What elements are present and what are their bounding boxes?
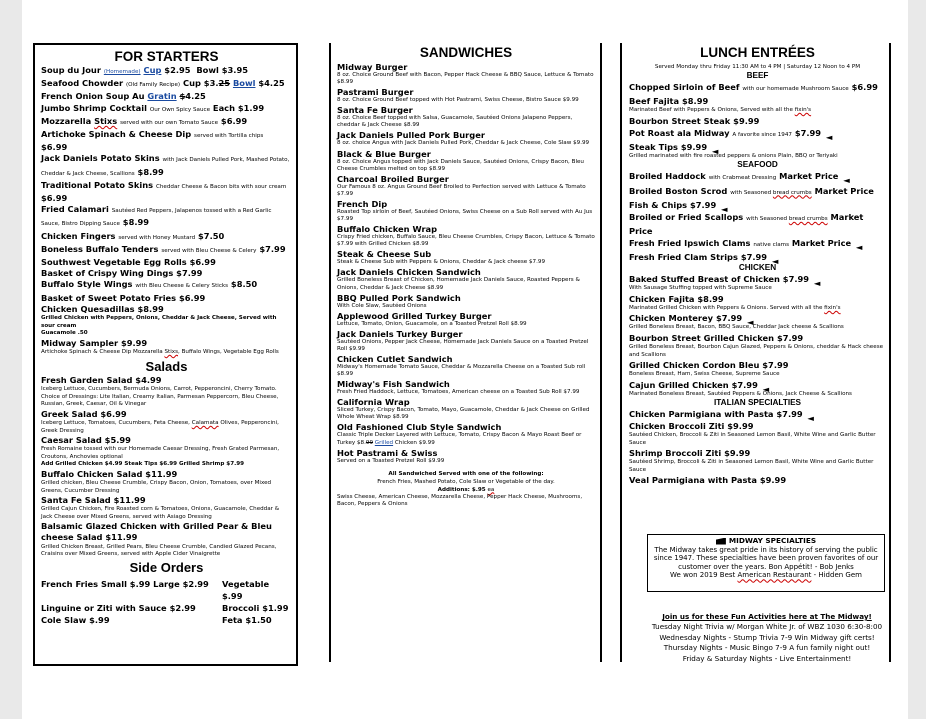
seafood-item: Fresh Fried Clam Strips $7.99 ◄ <box>629 252 779 267</box>
beef-item-desc: Marinated Beef with Peppers & Onions, Served with all the fixin's <box>629 107 812 114</box>
additions-label: Additions: $.95 ea <box>437 486 495 493</box>
sandwich-item: Midway Burger <box>337 62 408 72</box>
chicken-title: CHICKEN <box>738 263 777 273</box>
sandwich-item: Pastrami Burger <box>337 87 414 98</box>
salad-item: Fresh Garden Salad $4.99 <box>41 375 162 386</box>
chicken-item: Bourbon Street Grilled Chicken $7.99 <box>629 332 804 343</box>
beef-item: Steak Tips $9.99 ◄ <box>629 141 719 156</box>
chicken-list <box>629 273 886 398</box>
salad-desc: Grilled Cajun Chicken, Fire Roasted corn & Tomatoes, Onions, Guacamole, Cheddar & Jack Cheese over Mixed Greens, served with Asiago Dressing <box>41 506 280 520</box>
beef-item: Chopped Sirloin of Beef with our homemade Mushroom Sauce $6.99 <box>629 82 878 92</box>
specialties-text: The Midway takes great pride in its history of serving the public since 1947. These specialties have been proven favorites of our customer over the years. Bon Appétit! - Bob Jenks <box>653 545 879 571</box>
salad-desc: Grilled chicken, Bleu Cheese Crumble, Crispy Bacon, Onion, Tomatoes, over Mixed Greens, Cucumber Dressing <box>41 480 272 494</box>
entrees-title: LUNCH ENTRÉES <box>700 45 815 60</box>
beef-list <box>629 81 886 160</box>
sandwich-item: Old Fashioned Club Style Sandwich <box>337 422 502 433</box>
midway-logo-icon: ◄ <box>813 278 821 289</box>
starter-item: Seafood Chowder (Old Family Recipe) Cup $3.25 Bowl $4.25 <box>41 78 285 89</box>
side-item: French Fries Small $.99 Large $2.99 <box>41 578 209 589</box>
sandwich-desc: 8 oz. Choice Ground Beef topped with Hot Pastrami, Swiss Cheese, Bistro Sauce $9.99 <box>337 97 579 104</box>
sandwich-item: Charcoal Broiled Burger <box>337 173 449 184</box>
sampler-desc: Artichoke Spinach & Cheese Dip Mozzarella Stixs, Buffalo Wings, Vegetable Egg Rolls <box>41 348 279 355</box>
beef-item-desc: Grilled marinated with fire roasted peppers & onions Plain, BBQ or Teriyaki <box>629 152 838 159</box>
italian-list <box>629 408 886 486</box>
starter-item: Basket of Sweet Potato Fries $6.99 <box>41 292 206 303</box>
starter-item: Chicken Fingers served with Honey Mustard $7.50 <box>41 230 225 241</box>
fun-activities <box>642 612 892 664</box>
sandwich-desc: Sliced Turkey, Crispy Bacon, Tomato, Mayo, Guacamole, Cheddar & Jack Cheese on Grilled Whole Wheat Wrap $8.99 <box>337 407 590 421</box>
salad-item: Balsamic Glazed Chicken with Grilled Pear & Bleu cheese Salad $11.99 <box>41 521 272 543</box>
starter-item: Traditional Potato Skins Cheddar Cheese & Bacon bits with sour cream $6.99 <box>41 179 287 204</box>
fun-line: Tuesday Night Trivia w/ Morgan White Jr. of WBZ 1030 6:30-8:00 <box>651 622 883 632</box>
seafood-list <box>629 170 886 267</box>
starter-item: Southwest Vegetable Egg Rolls $6.99 <box>41 257 216 268</box>
sandwich-footer-title: All Sandwiched Served with one of the following: <box>388 470 544 477</box>
fun-title: Join us for these Fun Activities here at The Midway! <box>662 612 872 621</box>
entrees-served: Served Monday thru Friday 11:30 AM to 4 PM | Saturday 12 Noon to 4 PM <box>654 64 861 70</box>
sides-title: Side Orders <box>129 559 204 575</box>
sandwich-item: California Wrap <box>337 397 410 408</box>
starter-item: French Onion Soup Au Gratin $4.25 <box>41 91 206 102</box>
midway-logo-icon: ◄ <box>843 175 850 186</box>
sandwich-item: Buffalo Chicken Wrap <box>337 224 438 235</box>
sandwich-item: Midway's Fish Sandwich <box>337 379 450 390</box>
salad-desc: Iceberg Lettuce, Tomatoes, Cucumbers, Feta Cheese, Calamata Olives, Pepperoncini, Greek Dressing <box>41 420 279 434</box>
additions-list: Swiss Cheese, American Cheese, Mozzarella Cheese, Pepper Hack Cheese, Mushrooms, Bacon, Peppers & Onions <box>337 493 583 507</box>
sandwich-desc: Lettuce, Tomato, Onion, Guacamole, on a Toasted Pretzel Roll $8.99 <box>337 320 527 327</box>
chicken-item: Cajun Grilled Chicken $7.99 ◄ <box>629 379 770 394</box>
sides-grid <box>41 578 292 626</box>
seafood-item: Broiled or Fried Scallops with Seasoned bread crumbs Market Price <box>629 211 864 236</box>
starter-item: Chicken Quesadillas $8.99 <box>41 303 164 314</box>
italian-item: Chicken Parmigiana with Pasta $7.99 ◄ <box>629 409 814 424</box>
chicken-item: Grilled Chicken Cordon Bleu $7.99 <box>629 360 789 370</box>
chicken-item: Chicken Fajita $8.99 <box>629 293 724 304</box>
quesadilla-desc: Grilled Chicken with Peppers, Onions, Cheddar & Jack Cheese, Served with sour cream <box>41 315 277 329</box>
sandwich-desc: 8 oz. Choice Beef topped with Salsa, Guacamole, Sautéed Onions Jalapeno Peppers, cheddar & Jack Cheese $8.99 <box>337 115 573 129</box>
italian-title: ITALIAN SPECIALTIES <box>713 398 802 408</box>
sandwich-desc: Classic Triple Decker Layered with Lettuce, Tomato, Crispy Bacon & Mayo Roast Beef or Turkey $8.99 Grilled Chicken $9.99 <box>337 432 582 446</box>
salads-title: Salads <box>145 359 188 375</box>
sandwich-desc: Grilled Boneless Breast of Chicken, Homemade Jack Daniels Sauce, Roasted Peppers & Onions, Cheddar & Jack Cheese $8.99 <box>337 277 580 291</box>
italian-item: Chicken Broccoli Ziti $9.99 <box>629 421 754 432</box>
sandwich-item: Jack Daniels Chicken Sandwich <box>337 267 481 278</box>
sandwich-footer-line: French Fries, Mashed Potato, Cole Slaw or Vegetable of the day. <box>377 478 555 485</box>
sandwich-desc: Midway's Homemade Tomato Sauce, Cheddar & Mozzarella Cheese on a Toasted Sub roll $8.99 <box>337 363 586 378</box>
salad-desc: Grilled Chicken Breast, Grilled Pears, Bleu Cheese Crumble, Candied Glazed Pecans, Craisins over Mixed Greens, served with Apple Cider Vinaigrette <box>41 543 277 558</box>
midway-logo-icon: ◄ <box>807 413 814 424</box>
starters-column <box>33 43 298 666</box>
salad-addons: Add Grilled Chicken $4.99 Steak Tips $6.99 Grilled Shrimp $7.99 <box>41 461 244 468</box>
salads-list <box>41 375 292 558</box>
sandwiches-column <box>329 43 602 662</box>
sandwiches-title: SANDWICHES <box>419 45 513 60</box>
specialties-box <box>647 534 885 592</box>
side-item: Broccoli $1.99 <box>222 602 289 613</box>
chicken-item-desc: With Sausage Stuffing topped with Supreme Sauce <box>629 285 772 292</box>
specialties-title: MIDWAY SPECIALTIES <box>728 536 817 545</box>
sandwich-item: Black & Blue Burger <box>337 148 431 159</box>
chicken-item-desc: Boneless Breast, Ham, Swiss Cheese, Supreme Sauce <box>629 371 780 378</box>
salad-item: Buffalo Chicken Salad $11.99 <box>41 468 178 479</box>
seafood-item: Fish & Chips $7.99 ◄ <box>629 199 728 214</box>
sandwich-item: BBQ Pulled Pork Sandwich <box>337 292 461 303</box>
sandwich-desc: Sautéed Onions, Pepper Jack Cheese, Homemade Jack Daniels Sauce on a Toasted Pretzel Roll $9.99 <box>337 338 589 352</box>
midway-logo-icon <box>716 538 726 545</box>
starter-item: Basket of Crispy Wing Dings $7.99 <box>41 268 203 279</box>
side-item: Cole Slaw $.99 <box>41 614 110 625</box>
fun-lines <box>642 622 892 664</box>
italian-item: Veal Parmigiana with Pasta $9.99 <box>629 475 787 486</box>
sandwich-desc: Served on a Toasted Pretzel Roll $9.99 <box>337 457 445 464</box>
sandwich-desc: 8 oz. choice Angus with Jack Daniels Pulled Pork, Cheddar & Jack Cheese, Cole Slaw $9.99 <box>337 140 590 147</box>
sandwich-item: Applewood Grilled Turkey Burger <box>337 310 492 321</box>
starters-title: FOR STARTERS <box>114 49 219 64</box>
menu-page <box>22 0 908 719</box>
salad-item: Caesar Salad $5.99 <box>41 435 131 446</box>
midway-logo-icon: ◄ <box>721 203 728 214</box>
sandwich-desc: Crispy Fried chicken, Buffalo Sauce, Bleu Cheese Crumbles, Crispy Bacon, Lettuce & Tomato $7.99 with Grilled Chicken $8.99 <box>337 234 595 248</box>
starter-item: Buffalo Style Wings with Bleu Cheese & Celery Sticks $8.50 <box>41 279 258 290</box>
midway-logo-icon: ◄ <box>771 256 779 267</box>
starter-item: Mozzarella Stixs served with our own Tomato Sauce $6.99 <box>41 115 248 126</box>
salad-desc: Fresh Romaine tossed with our Homemade Caesar Dressing, Fresh Grated Parmesan, Croutons, Anchovies optional <box>41 446 280 460</box>
salad-desc: Iceberg Lettuce, Cucumbers, Bermuda Onions, Carrot, Pepperoncini, Cherry Tomato. Choice of Dressings: Lite Italian, Creamy Italian, Parmesan Peppercorn, Bleu Cheese, Russian, Greek, Caesar, Oil & Vinegar <box>41 386 279 408</box>
salad-item: Santa Fe Salad $11.99 <box>41 495 146 506</box>
beef-item: Beef Fajita $8.99 <box>629 96 709 107</box>
seafood-item: Fresh Fried Ipswich Clams native clams Market Price ◄ <box>629 237 863 252</box>
sandwich-item: Steak & Cheese Sub <box>337 249 432 260</box>
starter-item: Fried Calamari Sautéed Red Peppers, Jalapenos tossed with a Red Garlic Sauce, Bistro Dipping Sauce $8.99 <box>41 204 272 228</box>
starter-item: Jumbo Shrimp Cocktail Our Own Spicy Sauce Each $1.99 <box>41 102 265 113</box>
midway-logo-icon: ◄ <box>825 131 833 142</box>
sandwich-item: Hot Pastrami & Swiss <box>337 447 438 458</box>
fun-line: Friday & Saturday Nights - Live Entertainment! <box>682 653 852 663</box>
midway-logo-icon: ◄ <box>747 317 754 328</box>
sandwich-desc: Roasted Top sirloin of Beef, Sautéed Onions, Swiss Cheese on a Sub Roll served with Au Jus $7.99 <box>337 208 593 223</box>
seafood-title: SEAFOOD <box>737 160 778 170</box>
starters-list <box>41 65 292 315</box>
sandwich-desc: Our Famous 8 oz. Angus Ground Beef Broiled to Perfection served with Lettuce & Tomato $7.99 <box>337 183 586 197</box>
chicken-item-desc: Grilled Boneless Breast, Bourbon Cajun Glazed, Peppers & Onions, cheddar & Hack cheese and Scallions <box>629 344 884 358</box>
midway-logo-icon: ◄ <box>711 145 719 156</box>
sandwiches-list <box>337 62 595 465</box>
chicken-item: Baked Stuffed Breast of Chicken $7.99 ◄ <box>629 274 821 289</box>
starter-item: Soup du Jour (Homemade) Cup $2.95 Bowl $3.95 <box>41 65 248 75</box>
guacamole-addon: Guacamole .50 <box>41 330 88 337</box>
italian-item-desc: Sautéed Chicken, Broccoli & Ziti in Seasoned Lemon Basil, White Wine and Garlic Butter Sauce <box>629 432 876 446</box>
sandwich-desc: 8 oz. Choice Ground Beef with Bacon, Pepper Hack Cheese & BBQ Sauce, Lettuce & Tomato $8.99 <box>337 72 594 86</box>
italian-item: Shrimp Broccoli Ziti $9.99 <box>629 448 751 459</box>
chicken-item-desc: Marinated Boneless Breast, Sautéed Peppers & Onions, Jack Cheese & Scallions <box>629 390 852 397</box>
beef-item: Pot Roast ala Midway A favorite since 1947 $7.99 ◄ <box>629 127 833 142</box>
italian-item-desc: Sautéed Shrimp, Broccoli & Ziti in Seasoned Lemon Basil, White Wine and Garlic Butter Sauce <box>629 459 874 473</box>
salad-item: Greek Salad $6.99 <box>41 408 127 419</box>
seafood-item: Broiled Boston Scrod with Seasoned bread crumbs Market Price <box>629 185 874 196</box>
sandwich-item: Chicken Cutlet Sandwich <box>337 353 453 364</box>
midway-logo-icon: ◄ <box>762 383 770 394</box>
starter-item: Boneless Buffalo Tenders served with Bleu Cheese & Celery $7.99 <box>41 243 286 254</box>
starter-item: Jack Daniels Potato Skins with Jack Daniels Pulled Pork, Mashed Potato, Cheddar & Jack Cheese, Scallions $8.99 <box>41 153 290 177</box>
sandwich-item: Jack Daniels Turkey Burger <box>337 328 463 339</box>
beef-title: BEEF <box>746 71 769 80</box>
fun-line: Wednesday Nights - Stump Trivia 7-9 Win Midway gift certs! <box>659 632 875 642</box>
sandwich-desc: Fresh Fried Haddock, Lettuce, Tomatoes, American cheese on a Toasted Sub Roll $7.99 <box>337 389 580 396</box>
sandwich-desc: Steak & Cheese Sub with Peppers & Onions, Cheddar & Jack cheese $7.99 <box>337 259 546 266</box>
chicken-item-desc: Marinated Grilled Chicken with Peppers & Onions. Served with all the fixin's <box>629 304 841 311</box>
sandwich-desc: 8 oz. Choice Angus topped with Jack Daniels Sauce, Sautéed Onions, Crispy Bacon, Bleu Cheese Crumbles melted on top $8.99 <box>337 158 584 172</box>
seafood-item: Broiled Haddock with Crabmeat Dressing Market Price ◄ <box>629 171 850 186</box>
sandwich-item: Santa Fe Burger <box>337 105 413 116</box>
chicken-item: Chicken Monterey $7.99 ◄ <box>629 313 754 328</box>
starter-item: Artichoke Spinach & Cheese Dip served with Tortilla chips $6.99 <box>41 129 264 153</box>
side-item: Vegetable $.99 <box>222 578 270 601</box>
sandwich-item: Jack Daniels Pulled Pork Burger <box>337 130 485 141</box>
sandwich-item: French Dip <box>337 198 388 209</box>
midway-logo-icon: ◄ <box>856 241 863 252</box>
chicken-item-desc: Grilled Boneless Breast, Bacon, BBQ Sauce, Cheddar Jack cheese & Scallions <box>629 324 844 331</box>
sandwich-desc: With Cole Slaw, Sautéed Onions <box>337 302 427 309</box>
sampler-item: Midway Sampler $9.99 <box>41 337 148 348</box>
fun-line: Thursday Nights - Music Bingo 7-9 A fun family night out! <box>663 643 871 653</box>
beef-item: Bourbon Street Steak $9.99 <box>629 115 760 126</box>
award-line: We won 2019 Best American Restaurant - Hidden Gem <box>670 571 862 580</box>
side-item: Linguine or Ziti with Sauce $2.99 <box>41 602 196 613</box>
side-item: Feta $1.50 <box>222 614 272 625</box>
